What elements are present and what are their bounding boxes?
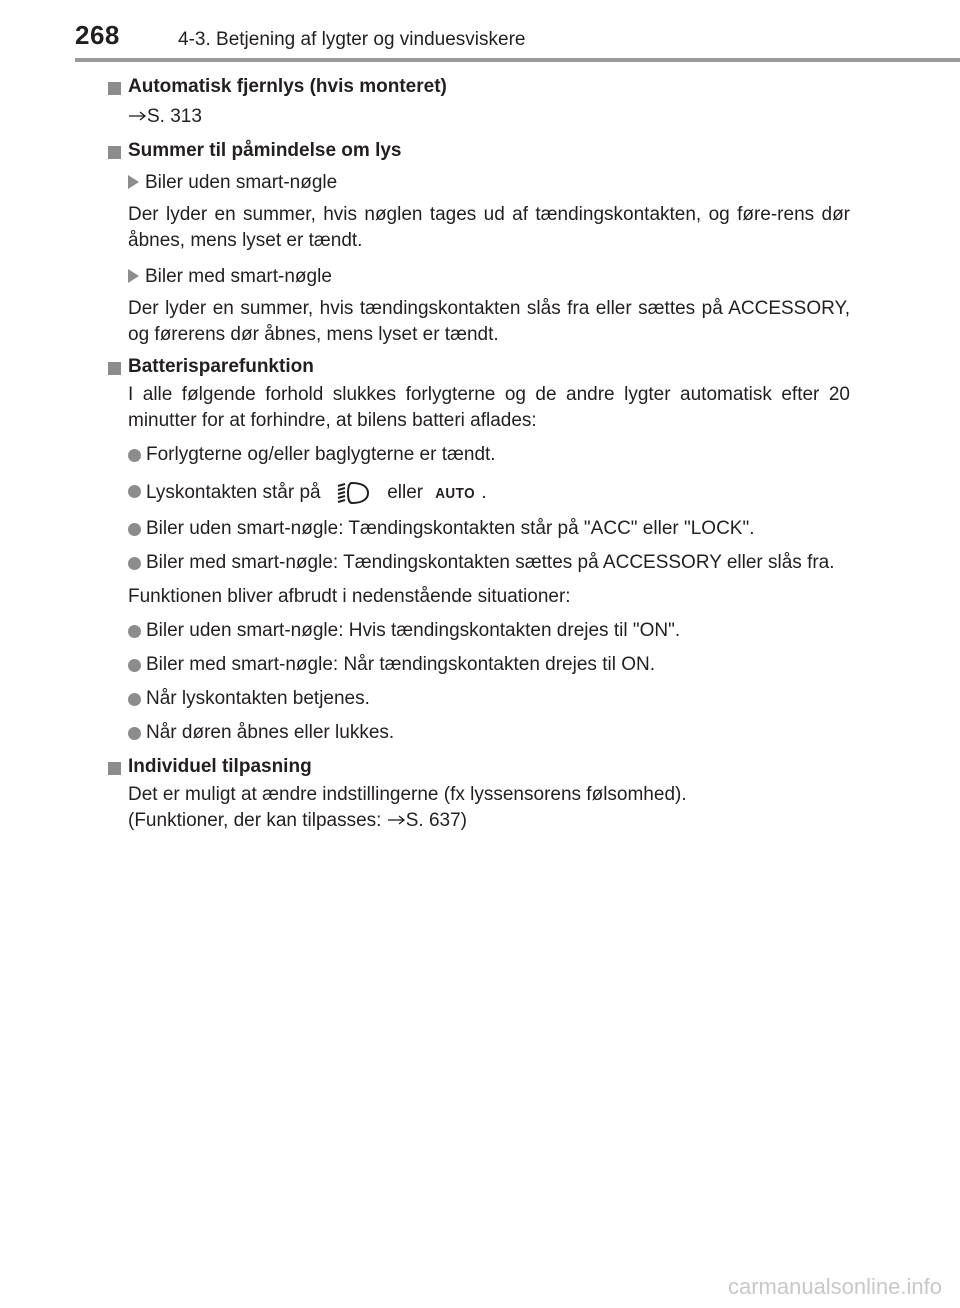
- page-content: [108, 70, 850, 834]
- paragraph: (Funktioner, der kan tilpasses: S. 637): [128, 810, 468, 831]
- section-heading-auto-highbeam: Automatisk fjernlys (hvis monteret): [108, 74, 850, 100]
- round-bullet-icon: [128, 449, 141, 462]
- page-header: [0, 0, 960, 62]
- chapter-title: 4-3. Betjening af lygter og vinduesviskere: [178, 29, 526, 50]
- round-bullet-icon: [128, 693, 141, 706]
- list-item: Biler uden smart-nøgle: Hvis tændingskontakten drejes til "ON".: [108, 618, 850, 644]
- section-heading-battery-saver: Batterisparefunktion: [108, 354, 850, 380]
- section-heading-buzzer: Summer til påmindelse om lys: [108, 138, 850, 164]
- list-item: Biler med smart-nøgle: Tændingskontakten sættes på ACCESSORY eller slås fra.: [108, 550, 850, 576]
- list-item: Lyskontakten står på eller AUTO .: [108, 478, 850, 508]
- sub-heading: Biler med smart-nøgle: [108, 264, 850, 290]
- triangle-marker-icon: [128, 175, 139, 189]
- round-bullet-icon: [128, 557, 141, 570]
- round-bullet-icon: [128, 625, 141, 638]
- arrow-right-icon: [128, 111, 147, 121]
- paragraph: Der lyder en summer, hvis nøglen tages ud af tændingskontakten, og føre-rens dør åbnes, mens lyset er tændt.: [128, 204, 850, 251]
- watermark: carmanualsonline.info: [727, 1274, 942, 1299]
- list-item: Biler uden smart-nøgle: Tændingskontakten står på "ACC" eller "LOCK".: [108, 516, 850, 542]
- paragraph: Funktionen bliver afbrudt i nedenstående situationer:: [128, 586, 571, 607]
- round-bullet-icon: [128, 659, 141, 672]
- round-bullet-icon: [128, 727, 141, 740]
- page-number: 268: [75, 20, 120, 50]
- header-rule: [75, 58, 960, 62]
- page-reference[interactable]: S. 637): [387, 810, 467, 831]
- page-reference[interactable]: S. 313: [108, 104, 850, 130]
- paragraph: Der lyder en summer, hvis tændingskontakten slås fra eller sættes på ACCESSORY, og førerens dør åbnes, mens lyset er tændt.: [128, 298, 850, 345]
- headlight-icon: [326, 478, 372, 508]
- square-bullet-icon: [108, 762, 121, 775]
- triangle-marker-icon: [128, 269, 139, 283]
- square-bullet-icon: [108, 362, 121, 375]
- auto-mark: AUTO: [435, 485, 476, 503]
- list-item: Biler med smart-nøgle: Når tændingskontakten drejes til ON.: [108, 652, 850, 678]
- paragraph: I alle følgende forhold slukkes forlygterne og de andre lygter automatisk efter 20 minutter for at forhindre, at bilens batteri aflades:: [128, 384, 850, 431]
- list-item: Når døren åbnes eller lukkes.: [108, 720, 850, 746]
- round-bullet-icon: [128, 485, 141, 498]
- list-item: Når lyskontakten betjenes.: [108, 686, 850, 712]
- list-item: Forlygterne og/eller baglygterne er tændt.: [108, 442, 850, 468]
- paragraph: Det er muligt at ændre indstillingerne (fx lyssensorens følsomhed).: [128, 784, 687, 805]
- sub-heading: Biler uden smart-nøgle: [108, 170, 850, 196]
- arrow-right-icon: [387, 815, 406, 825]
- square-bullet-icon: [108, 146, 121, 159]
- section-heading-customization: Individuel tilpasning: [108, 754, 850, 780]
- round-bullet-icon: [128, 523, 141, 536]
- square-bullet-icon: [108, 82, 121, 95]
